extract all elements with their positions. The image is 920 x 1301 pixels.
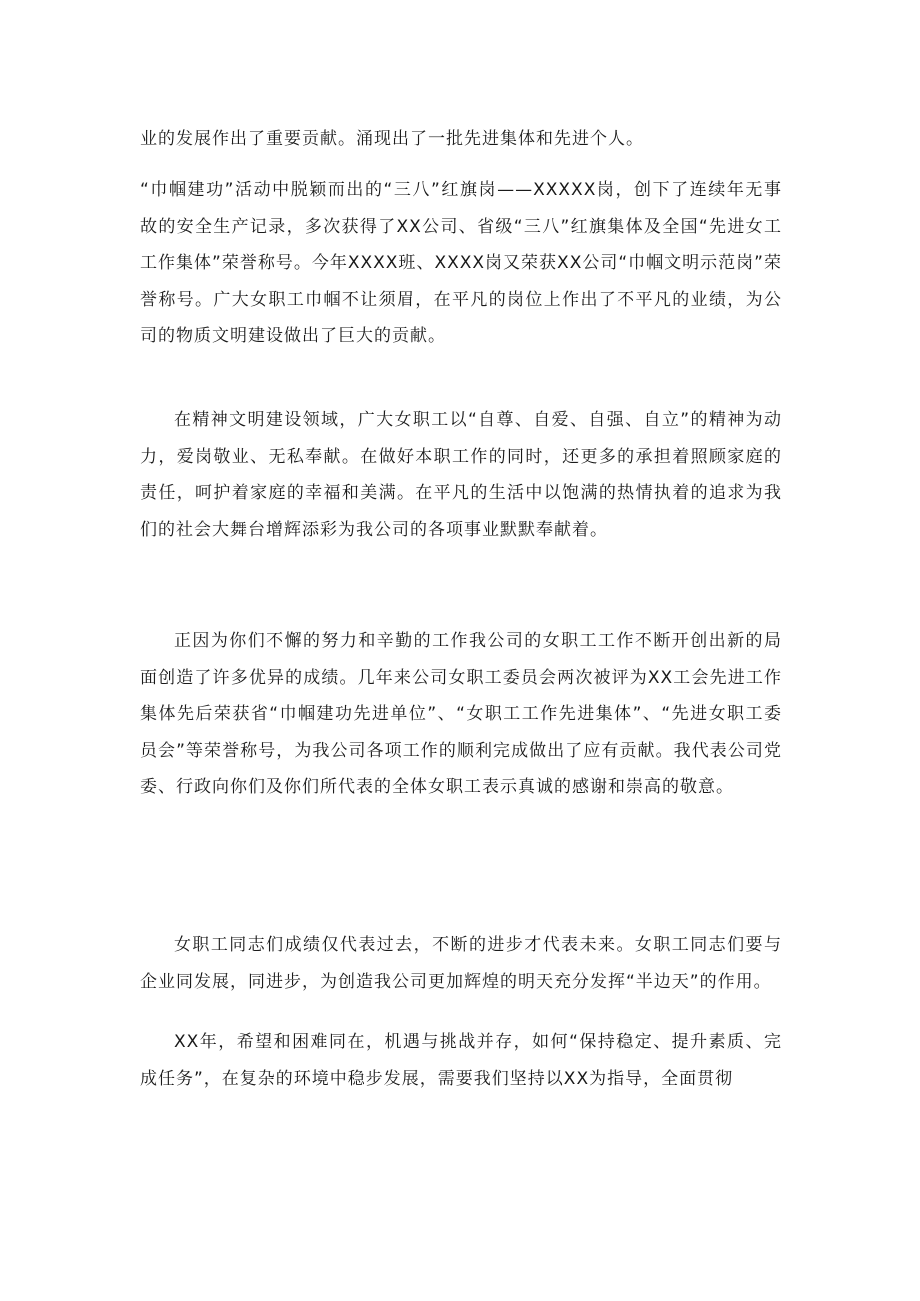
paragraph-4: 正因为你们不懈的努力和辛勤的工作我公司的女职工工作不断开创出新的局面创造了许多优异的成绩。几年来公司女职工委员会两次被评为XX工会先进工作集体先后荣获省“巾帼建功先进单位”、“女职工工作先进集体”、“先进女职工委员会”等荣誉称号，为我公司各项工作的顺利完成做出了应有贡献。我代表公司党委、行政向你们及你们所代表的全体女职工表示真诚的感谢和崇高的敬意。 bbox=[140, 631, 782, 797]
paragraph-1: 业的发展作出了重要贡献。涌现出了一批先进集体和先进个人。 bbox=[140, 129, 644, 149]
paragraph-2: “巾帼建功”活动中脱颖而出的“三八”红旗岗——XXXXX岗，创下了连续年无事故的安全生产记录，多次获得了XX公司、省级“三八”红旗集体及全国“先进女工工作集体”荣誉称号。今年XXXX班、XXXX岗又荣获XX公司“巾帼文明示范岗”荣誉称号。广大女职工巾帼不让须眉，在平凡的岗位上作出了不平凡的业绩，为公司的物质文明建设做出了巨大的贡献。 bbox=[140, 180, 782, 346]
paragraph-3: 在精神文明建设领域，广大女职工以“自尊、自爱、自强、自立”的精神为动力，爱岗敬业、无私奉献。在做好本职工作的同时，还更多的承担着照顾家庭的责任，呵护着家庭的幸福和美满。在平凡的生活中以饱满的热情执着的追求为我们的社会大舞台增辉添彩为我公司的各项事业默默奉献着。 bbox=[140, 410, 782, 540]
paragraph-5: 女职工同志们成绩仅代表过去，不断的进步才代表未来。女职工同志们要与企业同发展，同进步，为创造我公司更加辉煌的明天充分发挥“半边天”的作用。 bbox=[140, 935, 782, 992]
paragraph-6: XX年，希望和困难同在，机遇与挑战并存，如何“保持稳定、提升素质、完成任务”，在复杂的环境中稳步发展，需要我们坚持以XX为指导，全面贯彻 bbox=[140, 1032, 782, 1089]
